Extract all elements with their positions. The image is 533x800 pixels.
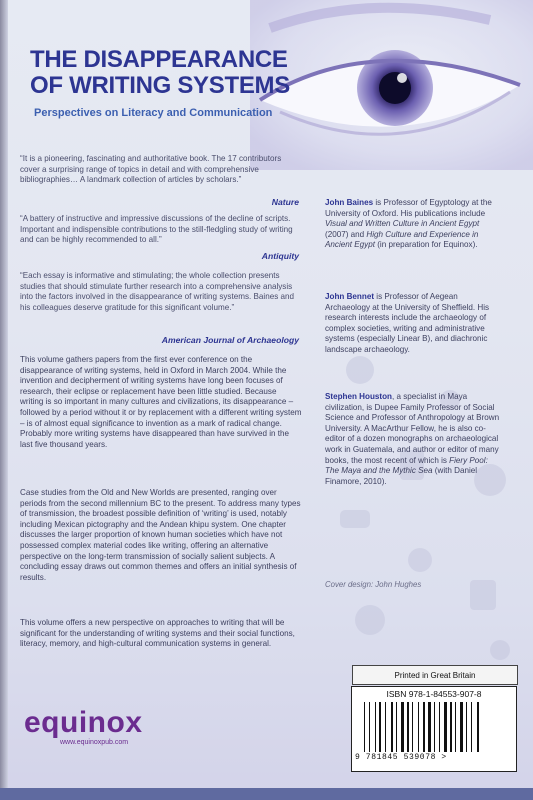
bio-text: is Professor of Egyptology at the University of Oxford. His publications include [325, 198, 492, 218]
barcode-stripe [477, 702, 479, 752]
eye-illustration [250, 0, 533, 170]
barcode-stripe [364, 702, 365, 752]
barcode-stripe [455, 702, 456, 752]
cover-bottom-edge [0, 788, 533, 800]
barcode-stripe [396, 702, 397, 752]
barcode-stripe [412, 702, 413, 752]
description-paragraph: This volume offers a new perspective on approaches to writing that will be significant for the understanding of writing systems and their social functions, literacy, memory, and high-cultural communication systems in general. [20, 618, 295, 649]
barcode-stripe [428, 702, 431, 752]
author-bio [325, 392, 503, 487]
barcode-stripe [375, 702, 376, 752]
bio-text: (with Daniel Finamore, 2010). [325, 466, 478, 486]
bio-text: (in preparation for Equinox). [374, 240, 478, 250]
bio-text: (2007) and [325, 229, 367, 239]
barcode-stripe [460, 702, 463, 752]
book-title-italic: Fiery Pool: The Maya and the Mythic Sea [325, 455, 488, 476]
bio-text: is Professor of Aegean Archaeology at the University of Sheffield. His research interests include the archaeology of complex societies, writing and administrative systems (especially Linear B), and diachronic landscape archaeology. [325, 292, 490, 354]
barcode-stripe [471, 702, 472, 752]
book-subtitle: Perspectives on Literacy and Communication [34, 107, 273, 119]
review-quote: “A battery of instructive and impressive discussions of the decline of scripts. Important and indispensible contributions to the still-fledgling study of writing and can be highly recommended to all.” [20, 214, 293, 244]
printed-in-label: Printed in Great Britain [352, 665, 518, 685]
isbn-number: ISBN 978-1-84553-907-8 [386, 689, 482, 699]
book-title-italic: High Culture and Experience in Ancient Egypt [325, 229, 479, 250]
barcode-stripe [385, 702, 386, 752]
author-name: Stephen Houston [325, 392, 392, 401]
barcode-stripe [423, 702, 425, 752]
cover-design-credit: Cover design: John Hughes [325, 580, 422, 589]
barcode-stripe [434, 702, 435, 752]
author-name: John Bennet [325, 292, 375, 301]
review-quote: “Each essay is informative and stimulating; the whole collection presents studies that should stimulate further research into a comprehensive analysis into the factors involved in the disappearance of writing systems. Baines and his colleagues deserve gratitude for this significant volume.” [20, 271, 294, 312]
book-title-line-1: THE DISAPPEARANCE [30, 46, 288, 73]
description-paragraph: Case studies from the Old and New Worlds are presented, ranging over periods from the second millennium BC to the present. To address many types of transmission, the broadest possible definition of ‘writing’ is used, notably including Mexican pictography and the Andean khipu system. One chapter discusses the larger proportion of known human societies which have not possessed complex material codes like writing, offering an alternative perspective on the long-term transmission of socially salient subjects. A concluding essay draws out common themes and offers an initial synthesis of results. [20, 488, 301, 582]
barcode-stripe [444, 702, 447, 752]
barcode-stripe [379, 702, 381, 752]
glyph-texture [300, 330, 530, 690]
barcode-stripe [369, 702, 370, 752]
bio-text: , a specialist in Maya civilization, is Dupee Family Professor of Social Science and Professor of Anthropology at Brown University. A MacArthur Fellow, he is also co-editor of a dozen monographs on archaeological work in Guatemala, and author or editor of many books, the most recent of which is [325, 392, 500, 465]
barcode-stripe [466, 702, 467, 752]
cover-edge [0, 0, 8, 800]
barcode-panel [351, 686, 517, 772]
review-source: Nature [271, 197, 299, 207]
book-title-line-2: OF WRITING SYSTEMS [30, 72, 290, 99]
barcode-stripe [407, 702, 409, 752]
publisher-logo [24, 708, 143, 746]
barcode-stripe [450, 702, 452, 752]
barcode-stripe [391, 702, 393, 752]
author-bio [325, 292, 503, 356]
publisher-name: equinox [24, 706, 143, 739]
author-bio [325, 198, 503, 251]
book-title-italic: Visual and Written Culture in Ancient Egypt [325, 219, 480, 229]
barcode-stripe [401, 702, 404, 752]
author-name: John Baines [325, 198, 374, 207]
publisher-url: www.equinoxpub.com [60, 739, 129, 746]
review-source: American Journal of Archaeology [161, 335, 299, 345]
review-source: Antiquity [261, 251, 299, 261]
review-quote: “It is a pioneering, fascinating and authoritative book. The 17 contributors cover a surprising range of topics in detail and with comprehensive bibliographies… A landmark collection of articles by scholars.” [20, 154, 282, 184]
barcode-stripe [439, 702, 440, 752]
barcode-digits: 9 781845 539078 > [355, 753, 447, 762]
barcode-bars [364, 702, 504, 752]
description-paragraph: This volume gathers papers from the first ever conference on the disappearance of writing systems, held in Oxford in March 2004. While the invention and decipherment of writing systems have long been focuses of research, their eclipse or replacement have been little studied. Because writing is so important in many cultures and civilizations, its disappearance – followed by a period without it or by replacement with a different writing system – is of almost equal significance to invention as a mark of radical change. Probably more writing systems have disappeared than have survived in the last five thousand years. [20, 355, 302, 449]
barcode-stripe [418, 702, 419, 752]
